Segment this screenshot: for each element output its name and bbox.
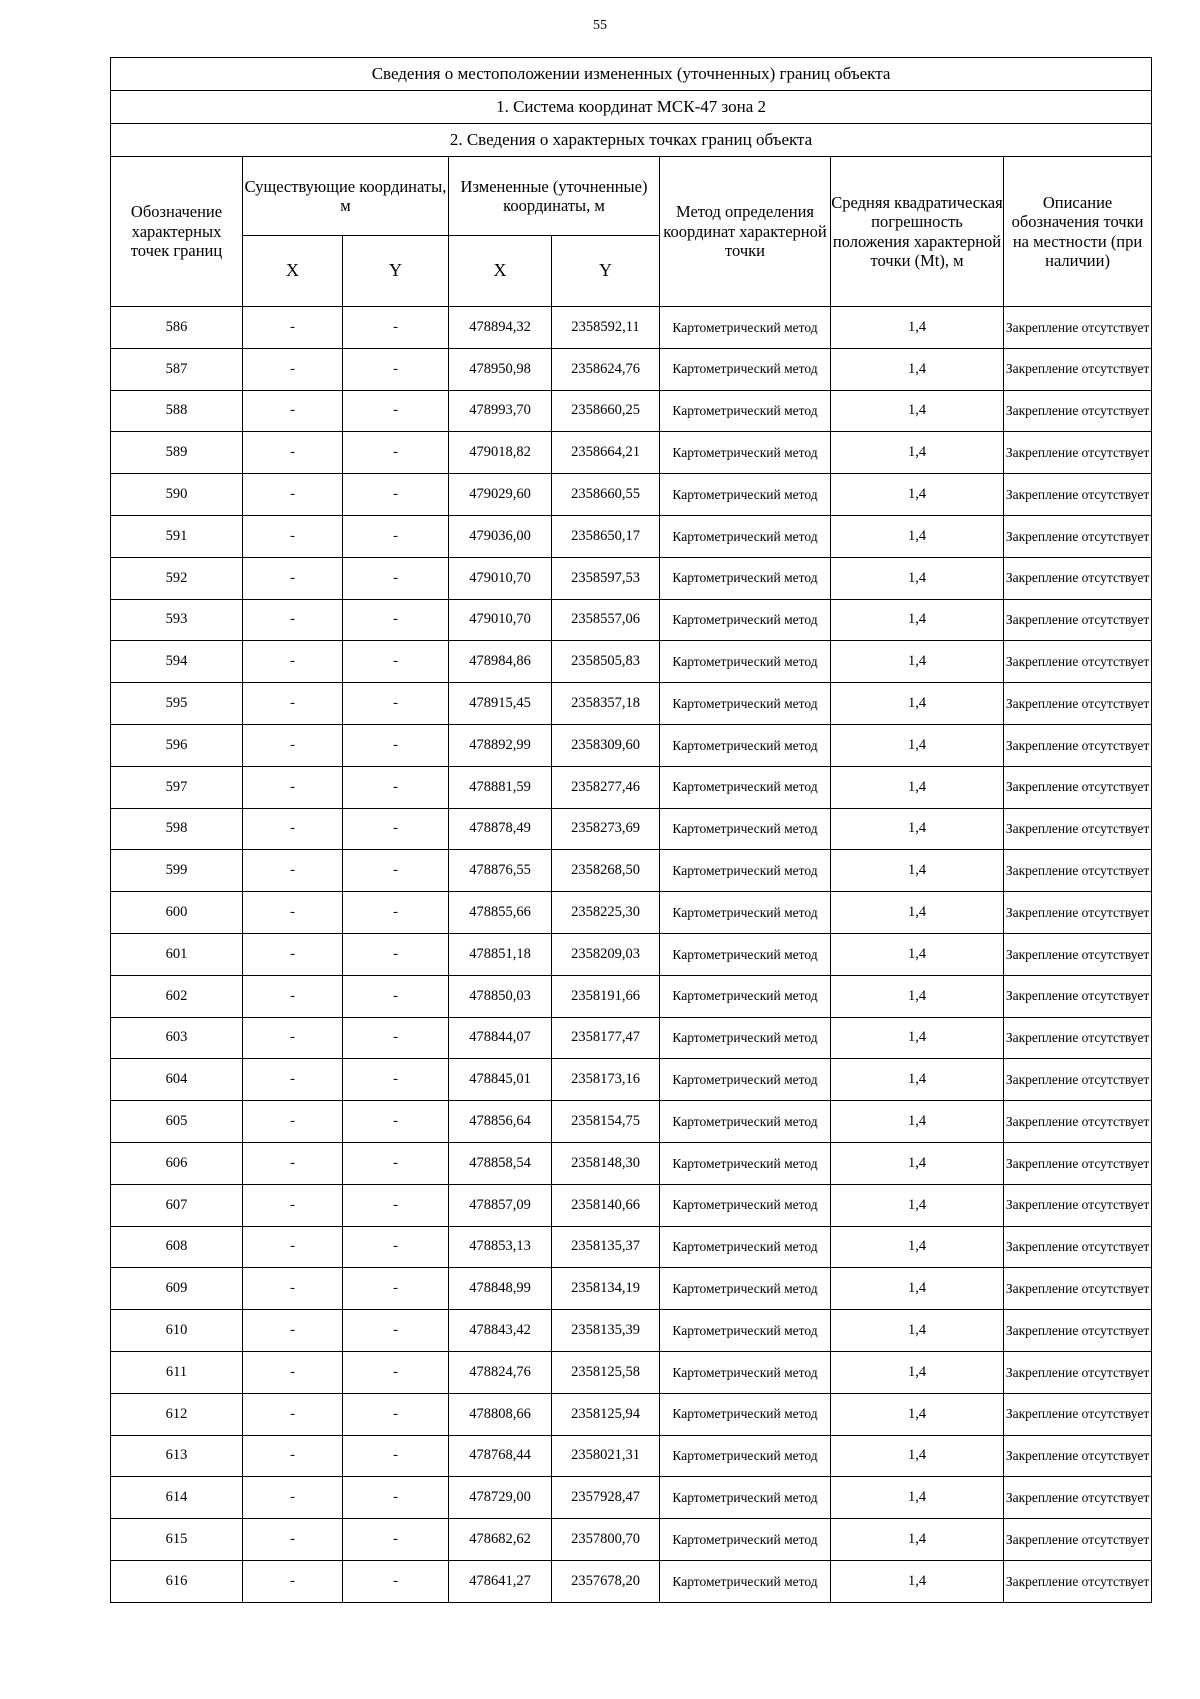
cell-description: Закрепление отсутствует xyxy=(1004,307,1152,349)
cell-method: Картометрический метод xyxy=(660,557,831,599)
cell-description: Закрепление отсутствует xyxy=(1004,892,1152,934)
cell-error: 1,4 xyxy=(831,1477,1004,1519)
cell-changed-y: 2358191,66 xyxy=(552,975,660,1017)
table-row xyxy=(111,808,1152,850)
cell-changed-y: 2358148,30 xyxy=(552,1142,660,1184)
cell-existing-x: - xyxy=(243,850,343,892)
cell-existing-x: - xyxy=(243,808,343,850)
cell-existing-y: - xyxy=(343,1435,449,1477)
cell-changed-y: 2358225,30 xyxy=(552,892,660,934)
cell-existing-y: - xyxy=(343,808,449,850)
cell-changed-x: 478729,00 xyxy=(449,1477,552,1519)
cell-changed-x: 478843,42 xyxy=(449,1310,552,1352)
cell-existing-y: - xyxy=(343,432,449,474)
header-existing-coordinates: Существующие координаты, м xyxy=(243,157,449,236)
cell-changed-y: 2358140,66 xyxy=(552,1184,660,1226)
cell-existing-x: - xyxy=(243,1477,343,1519)
cell-changed-x: 478894,32 xyxy=(449,307,552,349)
cell-existing-x: - xyxy=(243,474,343,516)
cell-point-number: 592 xyxy=(111,557,243,599)
cell-changed-y: 2358209,03 xyxy=(552,933,660,975)
cell-changed-x: 478857,09 xyxy=(449,1184,552,1226)
cell-method: Картометрический метод xyxy=(660,1184,831,1226)
table-row xyxy=(111,1059,1152,1101)
cell-changed-x: 478850,03 xyxy=(449,975,552,1017)
cell-description: Закрепление отсутствует xyxy=(1004,766,1152,808)
cell-changed-y: 2358177,47 xyxy=(552,1017,660,1059)
cell-description: Закрепление отсутствует xyxy=(1004,390,1152,432)
cell-point-number: 608 xyxy=(111,1226,243,1268)
table-row xyxy=(111,641,1152,683)
cell-error: 1,4 xyxy=(831,1310,1004,1352)
cell-changed-y: 2358277,46 xyxy=(552,766,660,808)
table-body xyxy=(111,307,1152,1603)
cell-existing-x: - xyxy=(243,1519,343,1561)
cell-point-number: 599 xyxy=(111,850,243,892)
cell-existing-y: - xyxy=(343,1184,449,1226)
cell-error: 1,4 xyxy=(831,390,1004,432)
cell-description: Закрепление отсутствует xyxy=(1004,1351,1152,1393)
cell-existing-x: - xyxy=(243,1142,343,1184)
cell-existing-y: - xyxy=(343,1059,449,1101)
header-designation: Обозначение характерных точек границ xyxy=(111,157,243,307)
cell-error: 1,4 xyxy=(831,1101,1004,1143)
header-changed-y: Y xyxy=(552,236,660,307)
cell-existing-x: - xyxy=(243,307,343,349)
table-row xyxy=(111,892,1152,934)
cell-existing-x: - xyxy=(243,1226,343,1268)
cell-changed-y: 2358135,39 xyxy=(552,1310,660,1352)
cell-method: Картометрический метод xyxy=(660,1477,831,1519)
table-row xyxy=(111,1142,1152,1184)
table-row xyxy=(111,724,1152,766)
cell-error: 1,4 xyxy=(831,1184,1004,1226)
cell-point-number: 593 xyxy=(111,599,243,641)
cell-point-number: 602 xyxy=(111,975,243,1017)
cell-existing-y: - xyxy=(343,1393,449,1435)
table-row xyxy=(111,975,1152,1017)
table-row xyxy=(111,1560,1152,1602)
cell-changed-x: 479010,70 xyxy=(449,599,552,641)
cell-description: Закрепление отсутствует xyxy=(1004,1059,1152,1101)
cell-error: 1,4 xyxy=(831,641,1004,683)
cell-point-number: 586 xyxy=(111,307,243,349)
cell-method: Картометрический метод xyxy=(660,850,831,892)
cell-point-number: 595 xyxy=(111,683,243,725)
cell-changed-x: 478878,49 xyxy=(449,808,552,850)
cell-error: 1,4 xyxy=(831,892,1004,934)
cell-method: Картометрический метод xyxy=(660,1519,831,1561)
cell-changed-x: 478892,99 xyxy=(449,724,552,766)
coordinates-table xyxy=(110,57,1152,1603)
table-row xyxy=(111,1393,1152,1435)
cell-error: 1,4 xyxy=(831,808,1004,850)
cell-error: 1,4 xyxy=(831,432,1004,474)
cell-existing-y: - xyxy=(343,515,449,557)
cell-existing-y: - xyxy=(343,307,449,349)
cell-description: Закрепление отсутствует xyxy=(1004,1393,1152,1435)
cell-existing-x: - xyxy=(243,1393,343,1435)
cell-description: Закрепление отсутствует xyxy=(1004,432,1152,474)
cell-description: Закрепление отсутствует xyxy=(1004,1560,1152,1602)
cell-method: Картометрический метод xyxy=(660,1393,831,1435)
cell-changed-y: 2358268,50 xyxy=(552,850,660,892)
cell-description: Закрепление отсутствует xyxy=(1004,933,1152,975)
cell-changed-y: 2358597,53 xyxy=(552,557,660,599)
cell-point-number: 613 xyxy=(111,1435,243,1477)
cell-existing-y: - xyxy=(343,1142,449,1184)
cell-point-number: 609 xyxy=(111,1268,243,1310)
cell-description: Закрепление отсутствует xyxy=(1004,1268,1152,1310)
cell-point-number: 590 xyxy=(111,474,243,516)
table-row xyxy=(111,1268,1152,1310)
cell-existing-x: - xyxy=(243,724,343,766)
cell-changed-y: 2358557,06 xyxy=(552,599,660,641)
cell-description: Закрепление отсутствует xyxy=(1004,599,1152,641)
cell-existing-x: - xyxy=(243,432,343,474)
cell-existing-x: - xyxy=(243,348,343,390)
cell-existing-x: - xyxy=(243,1268,343,1310)
cell-error: 1,4 xyxy=(831,307,1004,349)
cell-description: Закрепление отсутствует xyxy=(1004,1142,1152,1184)
cell-existing-y: - xyxy=(343,1101,449,1143)
cell-error: 1,4 xyxy=(831,975,1004,1017)
cell-existing-y: - xyxy=(343,1310,449,1352)
coordinate-system: 1. Система координат МСК-47 зона 2 xyxy=(111,91,1152,124)
section-title: 2. Сведения о характерных точках границ объекта xyxy=(111,124,1152,157)
cell-changed-x: 479036,00 xyxy=(449,515,552,557)
cell-existing-y: - xyxy=(343,1226,449,1268)
table-row xyxy=(111,933,1152,975)
cell-changed-x: 478845,01 xyxy=(449,1059,552,1101)
cell-existing-x: - xyxy=(243,1310,343,1352)
cell-method: Картометрический метод xyxy=(660,1310,831,1352)
cell-description: Закрепление отсутствует xyxy=(1004,557,1152,599)
cell-description: Закрепление отсутствует xyxy=(1004,1226,1152,1268)
cell-existing-x: - xyxy=(243,1101,343,1143)
table-row xyxy=(111,766,1152,808)
cell-point-number: 600 xyxy=(111,892,243,934)
cell-changed-y: 2358664,21 xyxy=(552,432,660,474)
cell-changed-y: 2358592,11 xyxy=(552,307,660,349)
cell-point-number: 611 xyxy=(111,1351,243,1393)
page-number: 55 xyxy=(593,18,607,33)
cell-error: 1,4 xyxy=(831,724,1004,766)
table-row xyxy=(111,1310,1152,1352)
cell-error: 1,4 xyxy=(831,1017,1004,1059)
cell-existing-y: - xyxy=(343,474,449,516)
table-row xyxy=(111,432,1152,474)
table-row xyxy=(111,1101,1152,1143)
cell-description: Закрепление отсутствует xyxy=(1004,1519,1152,1561)
cell-changed-x: 478808,66 xyxy=(449,1393,552,1435)
cell-method: Картометрический метод xyxy=(660,1560,831,1602)
cell-point-number: 614 xyxy=(111,1477,243,1519)
cell-changed-x: 478768,44 xyxy=(449,1435,552,1477)
cell-error: 1,4 xyxy=(831,474,1004,516)
cell-existing-x: - xyxy=(243,641,343,683)
cell-existing-x: - xyxy=(243,390,343,432)
cell-existing-y: - xyxy=(343,348,449,390)
cell-method: Картометрический метод xyxy=(660,1059,831,1101)
cell-description: Закрепление отсутствует xyxy=(1004,1310,1152,1352)
cell-method: Картометрический метод xyxy=(660,683,831,725)
cell-point-number: 597 xyxy=(111,766,243,808)
cell-changed-y: 2358505,83 xyxy=(552,641,660,683)
cell-existing-x: - xyxy=(243,515,343,557)
cell-changed-x: 478950,98 xyxy=(449,348,552,390)
table-row xyxy=(111,390,1152,432)
cell-method: Картометрический метод xyxy=(660,432,831,474)
cell-description: Закрепление отсутствует xyxy=(1004,1184,1152,1226)
cell-method: Картометрический метод xyxy=(660,390,831,432)
cell-error: 1,4 xyxy=(831,933,1004,975)
cell-point-number: 615 xyxy=(111,1519,243,1561)
cell-changed-y: 2358021,31 xyxy=(552,1435,660,1477)
cell-existing-x: - xyxy=(243,1059,343,1101)
cell-method: Картометрический метод xyxy=(660,1435,831,1477)
cell-changed-x: 478853,13 xyxy=(449,1226,552,1268)
cell-changed-y: 2358650,17 xyxy=(552,515,660,557)
cell-method: Картометрический метод xyxy=(660,515,831,557)
table-row xyxy=(111,1184,1152,1226)
cell-error: 1,4 xyxy=(831,557,1004,599)
cell-point-number: 607 xyxy=(111,1184,243,1226)
cell-method: Картометрический метод xyxy=(660,1017,831,1059)
cell-point-number: 591 xyxy=(111,515,243,557)
cell-changed-y: 2358173,16 xyxy=(552,1059,660,1101)
cell-point-number: 587 xyxy=(111,348,243,390)
cell-description: Закрепление отсутствует xyxy=(1004,724,1152,766)
cell-point-number: 598 xyxy=(111,808,243,850)
cell-changed-x: 478881,59 xyxy=(449,766,552,808)
table-row xyxy=(111,515,1152,557)
cell-method: Картометрический метод xyxy=(660,599,831,641)
cell-description: Закрепление отсутствует xyxy=(1004,975,1152,1017)
cell-point-number: 596 xyxy=(111,724,243,766)
cell-error: 1,4 xyxy=(831,766,1004,808)
table-row xyxy=(111,1226,1152,1268)
cell-existing-y: - xyxy=(343,892,449,934)
cell-existing-y: - xyxy=(343,1268,449,1310)
table-row xyxy=(111,557,1152,599)
cell-description: Закрепление отсутствует xyxy=(1004,641,1152,683)
cell-existing-y: - xyxy=(343,641,449,683)
cell-changed-x: 478844,07 xyxy=(449,1017,552,1059)
cell-description: Закрепление отсутствует xyxy=(1004,683,1152,725)
cell-existing-x: - xyxy=(243,766,343,808)
cell-changed-x: 478824,76 xyxy=(449,1351,552,1393)
cell-changed-x: 478856,64 xyxy=(449,1101,552,1143)
cell-existing-x: - xyxy=(243,892,343,934)
cell-error: 1,4 xyxy=(831,1059,1004,1101)
cell-changed-x: 478855,66 xyxy=(449,892,552,934)
cell-existing-x: - xyxy=(243,1017,343,1059)
cell-point-number: 605 xyxy=(111,1101,243,1143)
cell-existing-y: - xyxy=(343,557,449,599)
table-row xyxy=(111,474,1152,516)
cell-existing-y: - xyxy=(343,390,449,432)
cell-method: Картометрический метод xyxy=(660,1101,831,1143)
header-description: Описание обозначения точки на местности (при наличии) xyxy=(1004,157,1152,307)
cell-existing-x: - xyxy=(243,599,343,641)
table-title: Сведения о местоположении измененных (уточненных) границ объекта xyxy=(111,58,1152,91)
header-error: Средняя квадратическая погрешность положения характерной точки (Mt), м xyxy=(831,157,1004,307)
cell-changed-x: 479010,70 xyxy=(449,557,552,599)
cell-error: 1,4 xyxy=(831,1226,1004,1268)
cell-existing-x: - xyxy=(243,1435,343,1477)
cell-error: 1,4 xyxy=(831,515,1004,557)
cell-changed-y: 2358357,18 xyxy=(552,683,660,725)
table-row xyxy=(111,599,1152,641)
cell-existing-y: - xyxy=(343,1560,449,1602)
cell-method: Картометрический метод xyxy=(660,1142,831,1184)
cell-error: 1,4 xyxy=(831,1142,1004,1184)
cell-point-number: 606 xyxy=(111,1142,243,1184)
cell-changed-y: 2358660,55 xyxy=(552,474,660,516)
cell-point-number: 604 xyxy=(111,1059,243,1101)
cell-existing-x: - xyxy=(243,1560,343,1602)
cell-error: 1,4 xyxy=(831,683,1004,725)
cell-method: Картометрический метод xyxy=(660,808,831,850)
header-existing-y: Y xyxy=(343,236,449,307)
cell-method: Картометрический метод xyxy=(660,348,831,390)
cell-method: Картометрический метод xyxy=(660,933,831,975)
header-changed-coordinates: Измененные (уточненные) координаты, м xyxy=(449,157,660,236)
cell-method: Картометрический метод xyxy=(660,474,831,516)
cell-existing-y: - xyxy=(343,766,449,808)
table-row xyxy=(111,307,1152,349)
cell-changed-y: 2357800,70 xyxy=(552,1519,660,1561)
cell-existing-y: - xyxy=(343,933,449,975)
cell-changed-x: 478848,99 xyxy=(449,1268,552,1310)
cell-changed-x: 478851,18 xyxy=(449,933,552,975)
cell-method: Картометрический метод xyxy=(660,892,831,934)
cell-existing-y: - xyxy=(343,724,449,766)
table-row xyxy=(111,1017,1152,1059)
cell-existing-y: - xyxy=(343,850,449,892)
cell-changed-x: 478915,45 xyxy=(449,683,552,725)
cell-error: 1,4 xyxy=(831,1393,1004,1435)
cell-method: Картометрический метод xyxy=(660,975,831,1017)
table-row xyxy=(111,1435,1152,1477)
cell-existing-y: - xyxy=(343,1351,449,1393)
cell-changed-y: 2357928,47 xyxy=(552,1477,660,1519)
cell-error: 1,4 xyxy=(831,850,1004,892)
cell-error: 1,4 xyxy=(831,348,1004,390)
header-method: Метод определения координат характерной точки xyxy=(660,157,831,307)
cell-description: Закрепление отсутствует xyxy=(1004,1101,1152,1143)
cell-existing-x: - xyxy=(243,933,343,975)
table-row xyxy=(111,850,1152,892)
cell-description: Закрепление отсутствует xyxy=(1004,515,1152,557)
cell-changed-y: 2358135,37 xyxy=(552,1226,660,1268)
cell-point-number: 616 xyxy=(111,1560,243,1602)
cell-changed-y: 2358134,19 xyxy=(552,1268,660,1310)
cell-existing-x: - xyxy=(243,683,343,725)
cell-description: Закрепление отсутствует xyxy=(1004,474,1152,516)
cell-changed-y: 2358660,25 xyxy=(552,390,660,432)
cell-description: Закрепление отсутствует xyxy=(1004,808,1152,850)
cell-existing-x: - xyxy=(243,975,343,1017)
cell-point-number: 589 xyxy=(111,432,243,474)
cell-existing-y: - xyxy=(343,1477,449,1519)
cell-method: Картометрический метод xyxy=(660,1268,831,1310)
cell-changed-x: 478858,54 xyxy=(449,1142,552,1184)
cell-changed-x: 479018,82 xyxy=(449,432,552,474)
cell-changed-y: 2358309,60 xyxy=(552,724,660,766)
cell-changed-y: 2358154,75 xyxy=(552,1101,660,1143)
cell-error: 1,4 xyxy=(831,1351,1004,1393)
table-row xyxy=(111,683,1152,725)
cell-changed-x: 478682,62 xyxy=(449,1519,552,1561)
cell-existing-x: - xyxy=(243,557,343,599)
cell-existing-x: - xyxy=(243,1184,343,1226)
header-existing-x: X xyxy=(243,236,343,307)
cell-changed-y: 2357678,20 xyxy=(552,1560,660,1602)
cell-point-number: 588 xyxy=(111,390,243,432)
cell-existing-y: - xyxy=(343,1519,449,1561)
header-changed-x: X xyxy=(449,236,552,307)
cell-existing-y: - xyxy=(343,975,449,1017)
cell-existing-y: - xyxy=(343,599,449,641)
cell-existing-y: - xyxy=(343,683,449,725)
cell-error: 1,4 xyxy=(831,1519,1004,1561)
table-row xyxy=(111,1519,1152,1561)
cell-method: Картометрический метод xyxy=(660,307,831,349)
cell-changed-y: 2358125,58 xyxy=(552,1351,660,1393)
cell-method: Картометрический метод xyxy=(660,1226,831,1268)
cell-description: Закрепление отсутствует xyxy=(1004,850,1152,892)
cell-point-number: 603 xyxy=(111,1017,243,1059)
cell-method: Картометрический метод xyxy=(660,1351,831,1393)
cell-changed-y: 2358273,69 xyxy=(552,808,660,850)
table-row xyxy=(111,1477,1152,1519)
cell-changed-x: 478876,55 xyxy=(449,850,552,892)
cell-changed-x: 479029,60 xyxy=(449,474,552,516)
cell-changed-x: 478993,70 xyxy=(449,390,552,432)
table-row xyxy=(111,348,1152,390)
cell-description: Закрепление отсутствует xyxy=(1004,1435,1152,1477)
cell-description: Закрепление отсутствует xyxy=(1004,1477,1152,1519)
table-row xyxy=(111,1351,1152,1393)
cell-changed-x: 478641,27 xyxy=(449,1560,552,1602)
cell-changed-x: 478984,86 xyxy=(449,641,552,683)
cell-changed-y: 2358624,76 xyxy=(552,348,660,390)
cell-error: 1,4 xyxy=(831,1435,1004,1477)
cell-point-number: 610 xyxy=(111,1310,243,1352)
cell-method: Картометрический метод xyxy=(660,641,831,683)
cell-existing-x: - xyxy=(243,1351,343,1393)
cell-method: Картометрический метод xyxy=(660,766,831,808)
cell-description: Закрепление отсутствует xyxy=(1004,1017,1152,1059)
cell-existing-y: - xyxy=(343,1017,449,1059)
cell-method: Картометрический метод xyxy=(660,724,831,766)
cell-description: Закрепление отсутствует xyxy=(1004,348,1152,390)
cell-error: 1,4 xyxy=(831,1560,1004,1602)
cell-changed-y: 2358125,94 xyxy=(552,1393,660,1435)
cell-point-number: 594 xyxy=(111,641,243,683)
cell-error: 1,4 xyxy=(831,1268,1004,1310)
cell-error: 1,4 xyxy=(831,599,1004,641)
cell-point-number: 601 xyxy=(111,933,243,975)
cell-point-number: 612 xyxy=(111,1393,243,1435)
